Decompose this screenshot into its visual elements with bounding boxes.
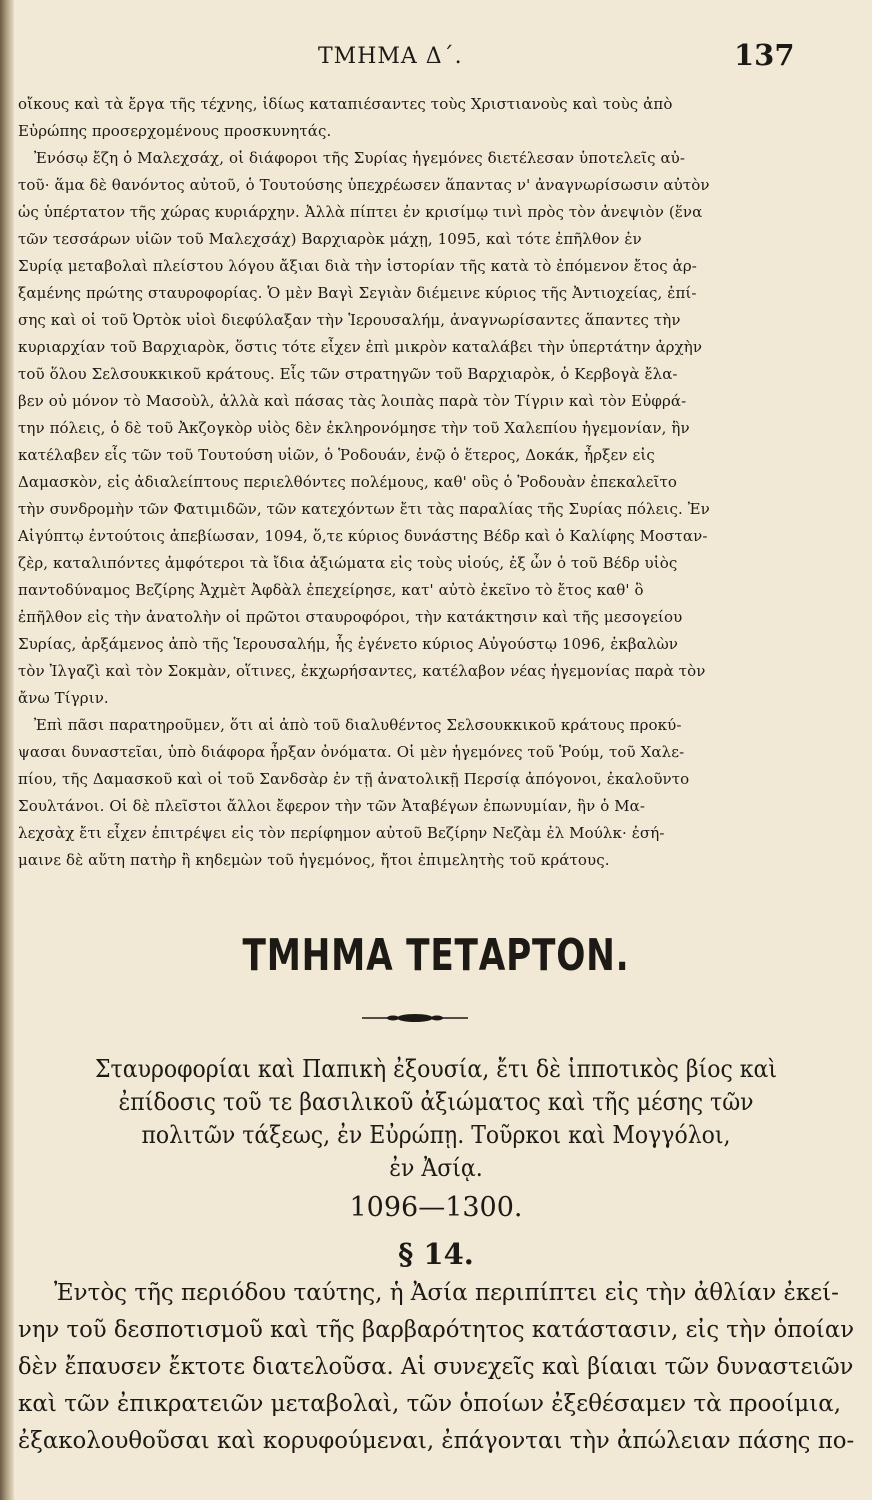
running-title: ΤΜΗΜΑ Δ΄. (318, 44, 463, 69)
body-line: κυριαρχίαν τοῦ Βαρχιαρὸκ, ὅστις τότε εἶχεν ἐπὶ μικρὸν καταλάβει τὴν ὑπερτάτην ἀρχὴν (18, 338, 703, 356)
paragraph-number: § 14. (398, 1237, 474, 1271)
body-line: Δαμασκὸν, εἰς ἀδιαλείπτους περιελθόντες πολέμους, καθ' οὓς ὁ Ῥοδουὰν ἐπεκαλεῖτο (18, 473, 677, 491)
body-line: σης καὶ οἱ τοῦ Ὀρτὸκ υἱοὶ διεφύλαξαν τὴν Ἱερουσαλήμ, ἀναγνωρίσαντες ἅπαντες τὴν (18, 311, 681, 329)
section-title: ΤΜΗΜΑ ΤΕΤΑΡΤΟΝ. (242, 930, 630, 981)
body-line: τὴν συνδρομὴν τῶν Φατιμιδῶν, τῶν κατεχόντων ἔτι τὰς παραλίας τῆς Συρίας πόλεις. Ἐν (18, 500, 710, 518)
body-line: παντοδύναμος Βεζίρης Ἀχμὲτ Ἀφδὰλ ἐπεχείρησε, κατ' αὐτὸ ἐκεῖνο τὸ ἔτος καθ' ὃ (18, 581, 644, 599)
body-line: βεν οὐ μόνον τὸ Μασοὺλ, ἀλλὰ καὶ πάσας τὰς λοιπὰς παρὰ τὸν Τίγριν καὶ τὸν Εὐφρά- (18, 392, 687, 410)
body-line: λεχσὰχ ἔτι εἶχεν ἐπιτρέψει εἰς τὸν περίφημον αὐτοῦ Βεζίρην Νεζὰμ ἐλ Μούλκ· ἐσή- (18, 824, 665, 842)
body-line: ζὲρ, καταλιπόντες ἀμφότεροι τὰ ἴδια ἀξιώματα εἰς τοὺς υἱούς, ἐξ ὧν ὁ τοῦ Βέδρ υἱὸς (18, 554, 678, 572)
body-line: ψασαι δυναστεῖαι, ὑπὸ διάφορα ἦρξαν ὀνόματα. Οἱ μὲν ἡγεμόνες τοῦ Ῥούμ, τοῦ Χαλε- (18, 743, 685, 761)
body-line: Συρίας, ἀρξάμενος ἀπὸ τῆς Ἱερουσαλήμ, ἧς ἐγένετο κύριος Αὐγούστῳ 1096, ἐκβαλὼν (18, 635, 678, 653)
body-line: τοῦ ὅλου Σελσουκκικοῦ κράτους. Εἷς τῶν στρατηγῶν τοῦ Βαρχιαρὸκ, ὁ Κερβογὰ ἔλα- (18, 365, 678, 383)
closing-line: καὶ τῶν ἐπικρατειῶν μεταβολαὶ, τῶν ὁποίων ἐξεθέσαμεν τὰ προοίμια, (18, 1391, 842, 1417)
caption-line: ἐν Ἀσίᾳ. (389, 1154, 483, 1182)
body-line: Ἐπὶ πᾶσι παρατηροῦμεν, ὅτι αἱ ἀπὸ τοῦ διαλυθέντος Σελσουκκικοῦ κράτους προκύ- (34, 716, 682, 734)
body-line: Συρίᾳ μεταβολαὶ πλείστου λόγου ἄξιαι διὰ τὴν ἱστορίαν τῆς κατὰ τὸ ἐπόμενον ἔτος ἀρ- (18, 257, 697, 275)
body-line: ξαμένης πρώτης σταυροφορίας. Ὁ μὲν Βαγὶ Σεγιὰν διέμεινε κύριος τῆς Ἀντιοχείας, ἐπί- (18, 284, 697, 302)
body-line: τοῦ· ἅμα δὲ θανόντος αὐτοῦ, ὁ Τουτούσης ὑπεχρέωσεν ἅπαντας ν' ἀναγνωρίσωσιν αὐτὸν (18, 176, 710, 194)
closing-line: δὲν ἔπαυσεν ἔκτοτε διατελοῦσα. Αἱ συνεχεῖς καὶ βίαιαι τῶν δυναστειῶν (18, 1354, 854, 1380)
ornament-rule (360, 1012, 470, 1024)
body-line: τῶν τεσσάρων υἱῶν τοῦ Μαλεχσάχ) Βαρχιαρὸκ μάχῃ, 1095, καὶ τότε ἐπῆλθον ἐν (18, 230, 642, 248)
body-line: κατέλαβεν εἷς τῶν τοῦ Τουτούση υἱῶν, ὁ Ῥοδουάν, ἐνῷ ὁ ἕτερος, Δοκάκ, ἦρξεν εἰς (18, 446, 655, 464)
page-gutter-edge (0, 0, 14, 1500)
body-line: Εὐρώπης προσερχομένους προσκυνητάς. (18, 122, 332, 140)
body-line: τὸν Ἰλγαζὶ καὶ τὸν Σοκμὰν, οἵτινες, ἐκχωρήσαντες, κατέλαβον νέας ἡγεμονίας παρὰ τὸν (18, 662, 706, 680)
year-range: 1096—1300. (349, 1192, 523, 1223)
closing-line: ἐξακολουθοῦσαι καὶ κορυφούμεναι, ἐπάγονται τὴν ἀπώλειαν πάσης πο- (18, 1428, 855, 1454)
body-line: Σουλτάνοι. Οἱ δὲ πλεῖστοι ἄλλοι ἔφερον τὴν τῶν Ἀταβέγων ἐπωνυμίαν, ἣν ὁ Μα- (18, 797, 646, 815)
body-line: Ἐνόσῳ ἔζη ὁ Μαλεχσάχ, οἱ διάφοροι τῆς Συρίας ἡγεμόνες διετέλεσαν ὑποτελεῖς αὐ- (34, 149, 686, 167)
body-line: πίου, τῆς Δαμασκοῦ καὶ οἱ τοῦ Σανδσὰρ ἐν τῇ ἀνατολικῇ Περσίᾳ ἀπόγονοι, ἐκαλοῦντο (18, 770, 690, 788)
body-line: ἄνω Τίγριν. (18, 689, 109, 707)
closing-line: νην τοῦ δεσποτισμοῦ καὶ τῆς βαρβαρότητος κατάστασιν, εἰς τὴν ὁποίαν (18, 1317, 855, 1343)
caption-line: Σταυροφορίαι καὶ Παπικὴ ἐξουσία, ἔτι δὲ ἱπποτικὸς βίος καὶ (94, 1055, 778, 1083)
body-line: οἴκους καὶ τὰ ἔργα τῆς τέχνης, ἰδίως καταπιέσαντες τοὺς Χριστιανοὺς καὶ τοὺς ἀπὸ (18, 95, 673, 113)
running-header (0, 38, 872, 82)
body-line: ἐπῆλθον εἰς τὴν ἀνατολὴν οἱ πρῶτοι σταυροφόροι, τὴν κατάκτησιν καὶ τῆς μεσογείου (18, 608, 683, 626)
body-line: μαινε δὲ αὕτη πατὴρ ἢ κηδεμὼν τοῦ ἡγεμόνος, ἤτοι ἐπιμελητὴς τοῦ κράτους. (18, 851, 610, 869)
page-number: 137 (734, 38, 795, 72)
caption-line: ἐπίδοσις τοῦ τε βασιλικοῦ ἀξιώματος καὶ τῆς μέσης τῶν (118, 1088, 754, 1116)
closing-line: Ἐντὸς τῆς περιόδου ταύτης, ἡ Ἀσία περιπίπτει εἰς τὴν ἀθλίαν ἐκεί- (54, 1280, 839, 1306)
body-line: Αἰγύπτῳ ἐντούτοις ἀπεβίωσαν, 1094, ὅ,τε κύριος δυνάστης Βέδρ καὶ ὁ Καλίφης Μοσταν- (18, 527, 708, 545)
body-line: την πόλεις, ὁ δὲ τοῦ Ἀκζογκὸρ υἱὸς δὲν ἐκληρονόμησε τὴν τοῦ Χαλεπίου ἡγεμονίαν, ἣν (18, 419, 690, 437)
caption-line: πολιτῶν τάξεως, ἐν Εὐρώπῃ. Τοῦρκοι καὶ Μογγόλοι, (141, 1121, 731, 1149)
body-line: ὡς ὑπέρτατον τῆς χώρας κυριάρχην. Ἀλλὰ πίπτει ἐν κρισίμῳ τινὶ πρὸς τὸν ἀνεψιὸν (ἕνα (18, 203, 703, 221)
